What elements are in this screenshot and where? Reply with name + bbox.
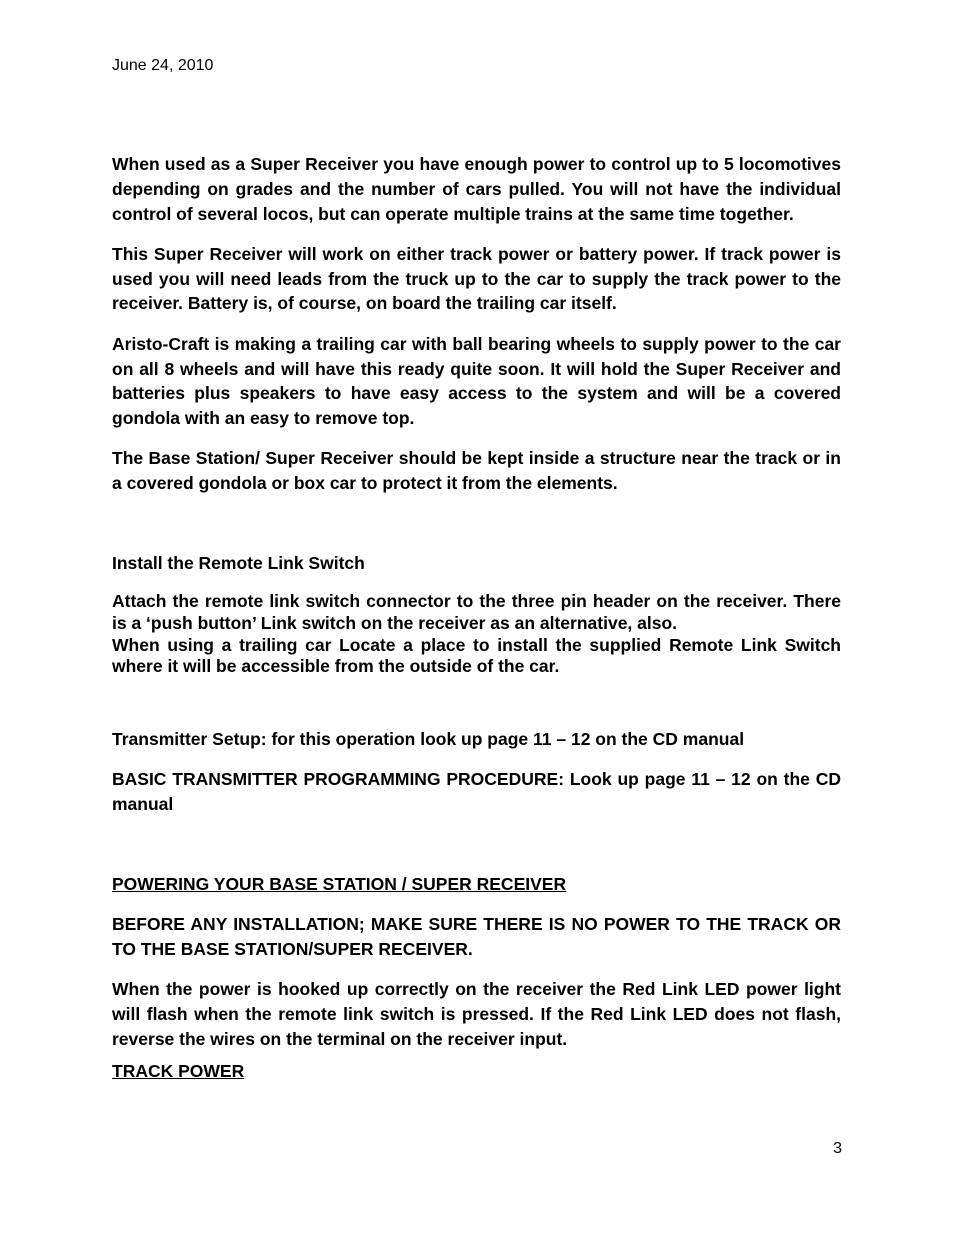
page-content bbox=[112, 152, 841, 1099]
transmitter-programming-text: BASIC TRANSMITTER PROGRAMMING PROCEDURE: Look up page 11 – 12 on the CD manual bbox=[112, 769, 841, 815]
page-number: 3 bbox=[833, 1140, 842, 1157]
paragraph-base-station-placement: The Base Station/ Super Receiver should be kept inside a structure near the track or in a covered gondola or box car to protect it from the elements. bbox=[112, 448, 841, 494]
paragraph-super-receiver-capacity: When used as a Super Receiver you have enough power to control up to 5 locomotives depending on grades and the number of cars pulled. You will not have the individual control of several locos, but can operate multiple trains at the same time together. bbox=[112, 154, 841, 224]
remote-link-instructions bbox=[112, 591, 841, 678]
transmitter-setup-text: Transmitter Setup: for this operation look up page 11 – 12 on the CD manual bbox=[112, 729, 745, 750]
heading-track-power: TRACK POWER bbox=[112, 1061, 245, 1082]
installation-warning-text: BEFORE ANY INSTALLATION; MAKE SURE THERE IS NO POWER TO THE TRACK OR TO THE BASE STATION/SUPER RECEIVER. bbox=[112, 913, 841, 959]
led-power-note-text: When the power is hooked up correctly on the receiver the Red Link LED power light will flash when the remote link switch is pressed. If the Red Link LED does not flash, reverse the wires on the terminal on the receiver input. bbox=[112, 978, 841, 1049]
paragraph-power-source: This Super Receiver will work on either track power or battery power. If track power is used you will need leads from the truck up to the car to supply the track power to the receiver. Battery is, of course, on board the trailing car itself. bbox=[112, 243, 841, 314]
paragraph-trailing-car: Aristo-Craft is making a trailing car with ball bearing wheels to supply power to the car on all 8 wheels and will have this ready quite soon. It will hold the Super Receiver and batteries plus speakers to have easy access to the system and will be a covered gondola with an easy to remove top. bbox=[112, 333, 841, 429]
header-date: June 24, 2010 bbox=[112, 57, 214, 74]
heading-remote-link-switch: Install the Remote Link Switch bbox=[112, 553, 365, 574]
remote-link-attach-text: Attach the remote link switch connector to the three pin header on the receiver. There is a ‘push button’ Link switch on the receiver as an alternative, also. bbox=[112, 591, 841, 633]
heading-powering-base-station: POWERING YOUR BASE STATION / SUPER RECEIVER bbox=[112, 873, 567, 894]
remote-link-trailing-car-text: When using a trailing car Locate a place to install the supplied Remote Link Switch where it will be accessible from the outside of the car. bbox=[112, 634, 841, 677]
